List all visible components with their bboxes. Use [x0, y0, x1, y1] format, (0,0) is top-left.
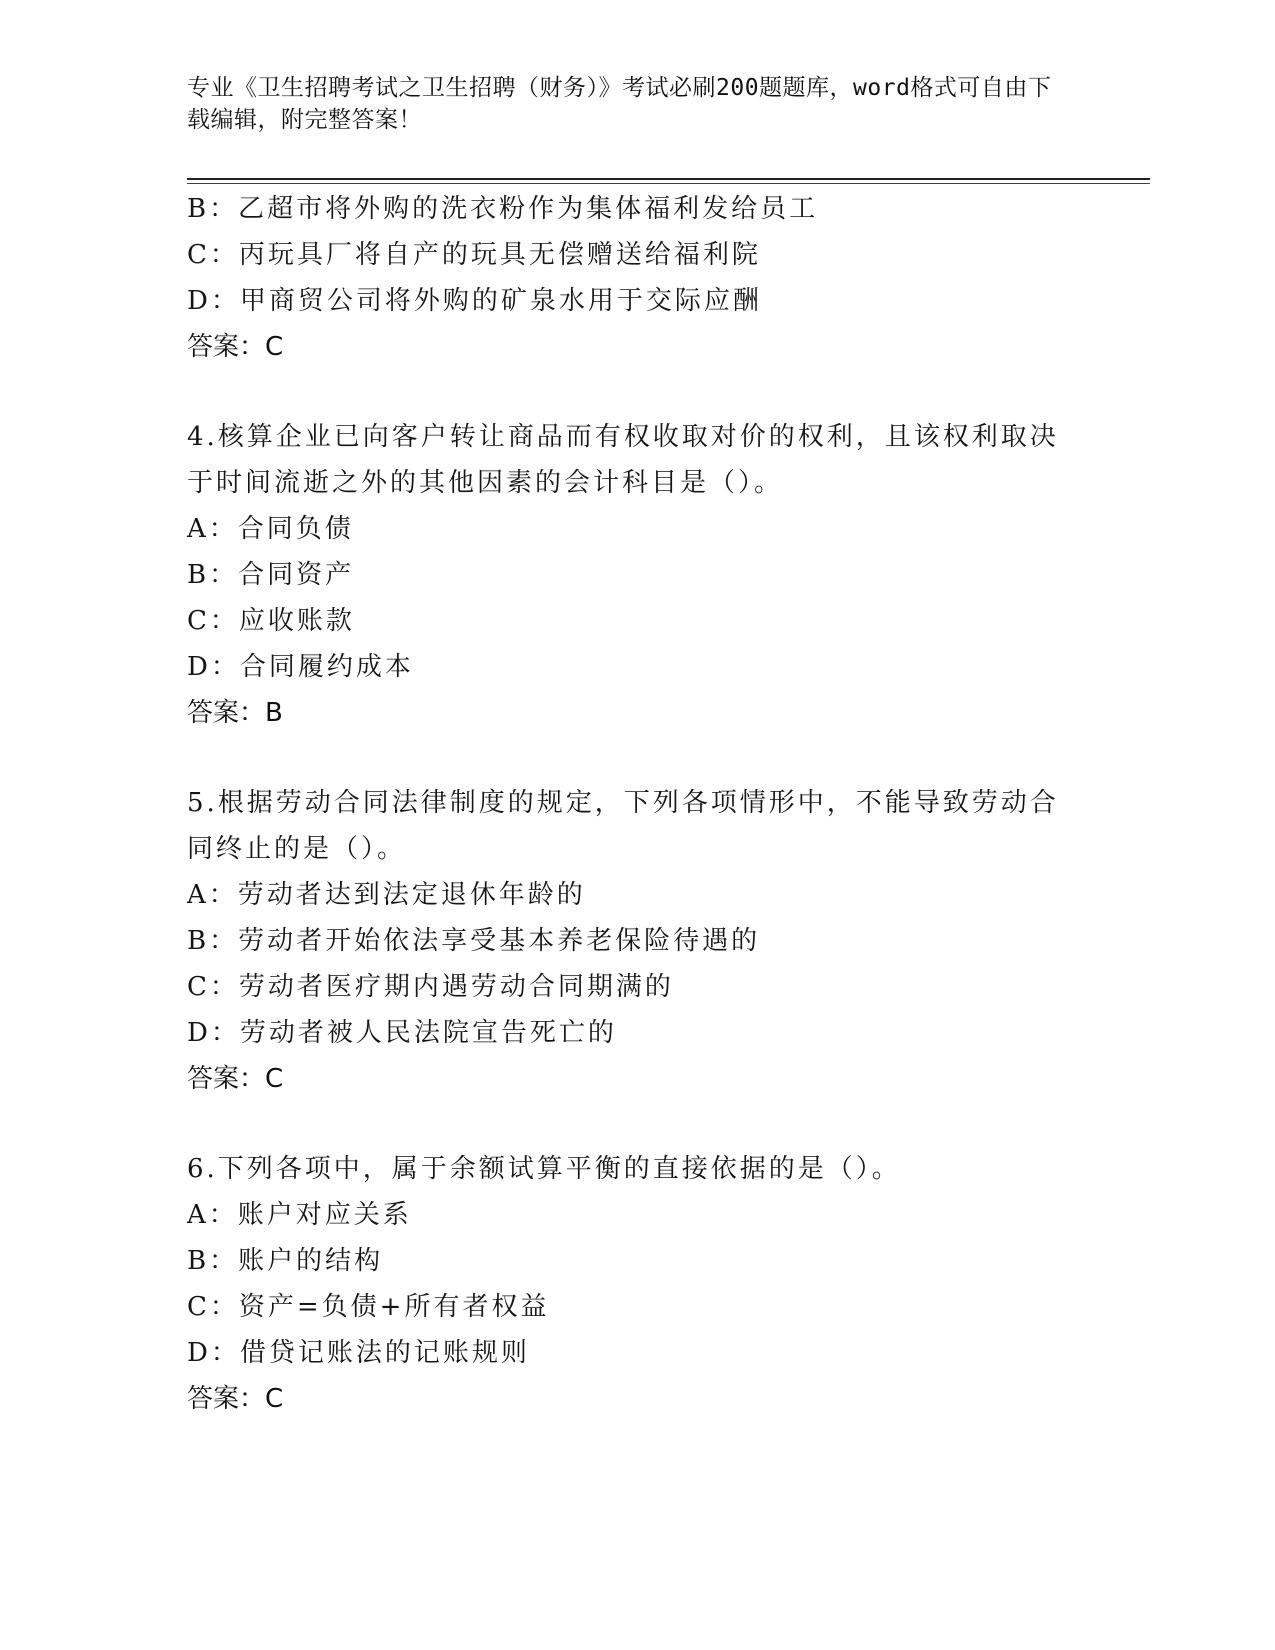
option-b: B：账户的结构 [187, 1246, 384, 1276]
option-b: B：乙超市将外购的洗衣粉作为集体福利发给员工 [187, 194, 819, 224]
question-stem: 5.根据劳动合同法律制度的规定，下列各项情形中，不能导致劳动合同终止的是（）。 [187, 788, 1059, 864]
question-gap [187, 736, 1087, 780]
option-d: D：劳动者被人民法院宣告死亡的 [187, 1018, 617, 1048]
answer-line: 答案：C [187, 332, 284, 362]
option-c: C：资产=负债+所有者权益 [187, 1292, 550, 1322]
question-gap [187, 370, 1087, 414]
question-stem: 4.核算企业已向客户转让商品而有权收取对价的权利，且该权利取决于时间流逝之外的其他因素的会计科目是（）。 [187, 422, 1059, 498]
question-content [187, 186, 1087, 1422]
continued-question [187, 186, 1087, 370]
question-4 [187, 414, 1087, 736]
question-stem: 6.下列各项中，属于余额试算平衡的直接依据的是（）。 [187, 1154, 901, 1184]
question-gap [187, 1102, 1087, 1146]
option-b: B：合同资产 [187, 560, 355, 590]
option-d: D：甲商贸公司将外购的矿泉水用于交际应酬 [187, 286, 762, 316]
answer-line: 答案：C [187, 1064, 284, 1094]
answer-line: 答案：C [187, 1384, 284, 1414]
option-c: C：应收账款 [187, 606, 355, 636]
answer-line: 答案：B [187, 698, 283, 728]
question-6 [187, 1146, 1087, 1422]
option-a: A：劳动者达到法定退休年龄的 [187, 880, 586, 910]
header-rule-thick [187, 178, 1150, 180]
question-5 [187, 780, 1087, 1102]
page-header-text: 专业《卫生招聘考试之卫生招聘（财务）》考试必刷200题题库，word格式可自由下载编辑，附完整答案！ [187, 75, 1052, 133]
option-d: D：合同履约成本 [187, 652, 414, 682]
option-b: B：劳动者开始依法享受基本养老保险待遇的 [187, 926, 761, 956]
option-a: A：账户对应关系 [187, 1200, 412, 1230]
header-rule-thin [187, 183, 1150, 184]
option-d: D：借贷记账法的记账规则 [187, 1338, 530, 1368]
option-a: A：合同负债 [187, 514, 354, 544]
option-c: C：劳动者医疗期内遇劳动合同期满的 [187, 972, 674, 1002]
option-c: C：丙玩具厂将自产的玩具无偿赠送给福利院 [187, 240, 761, 270]
